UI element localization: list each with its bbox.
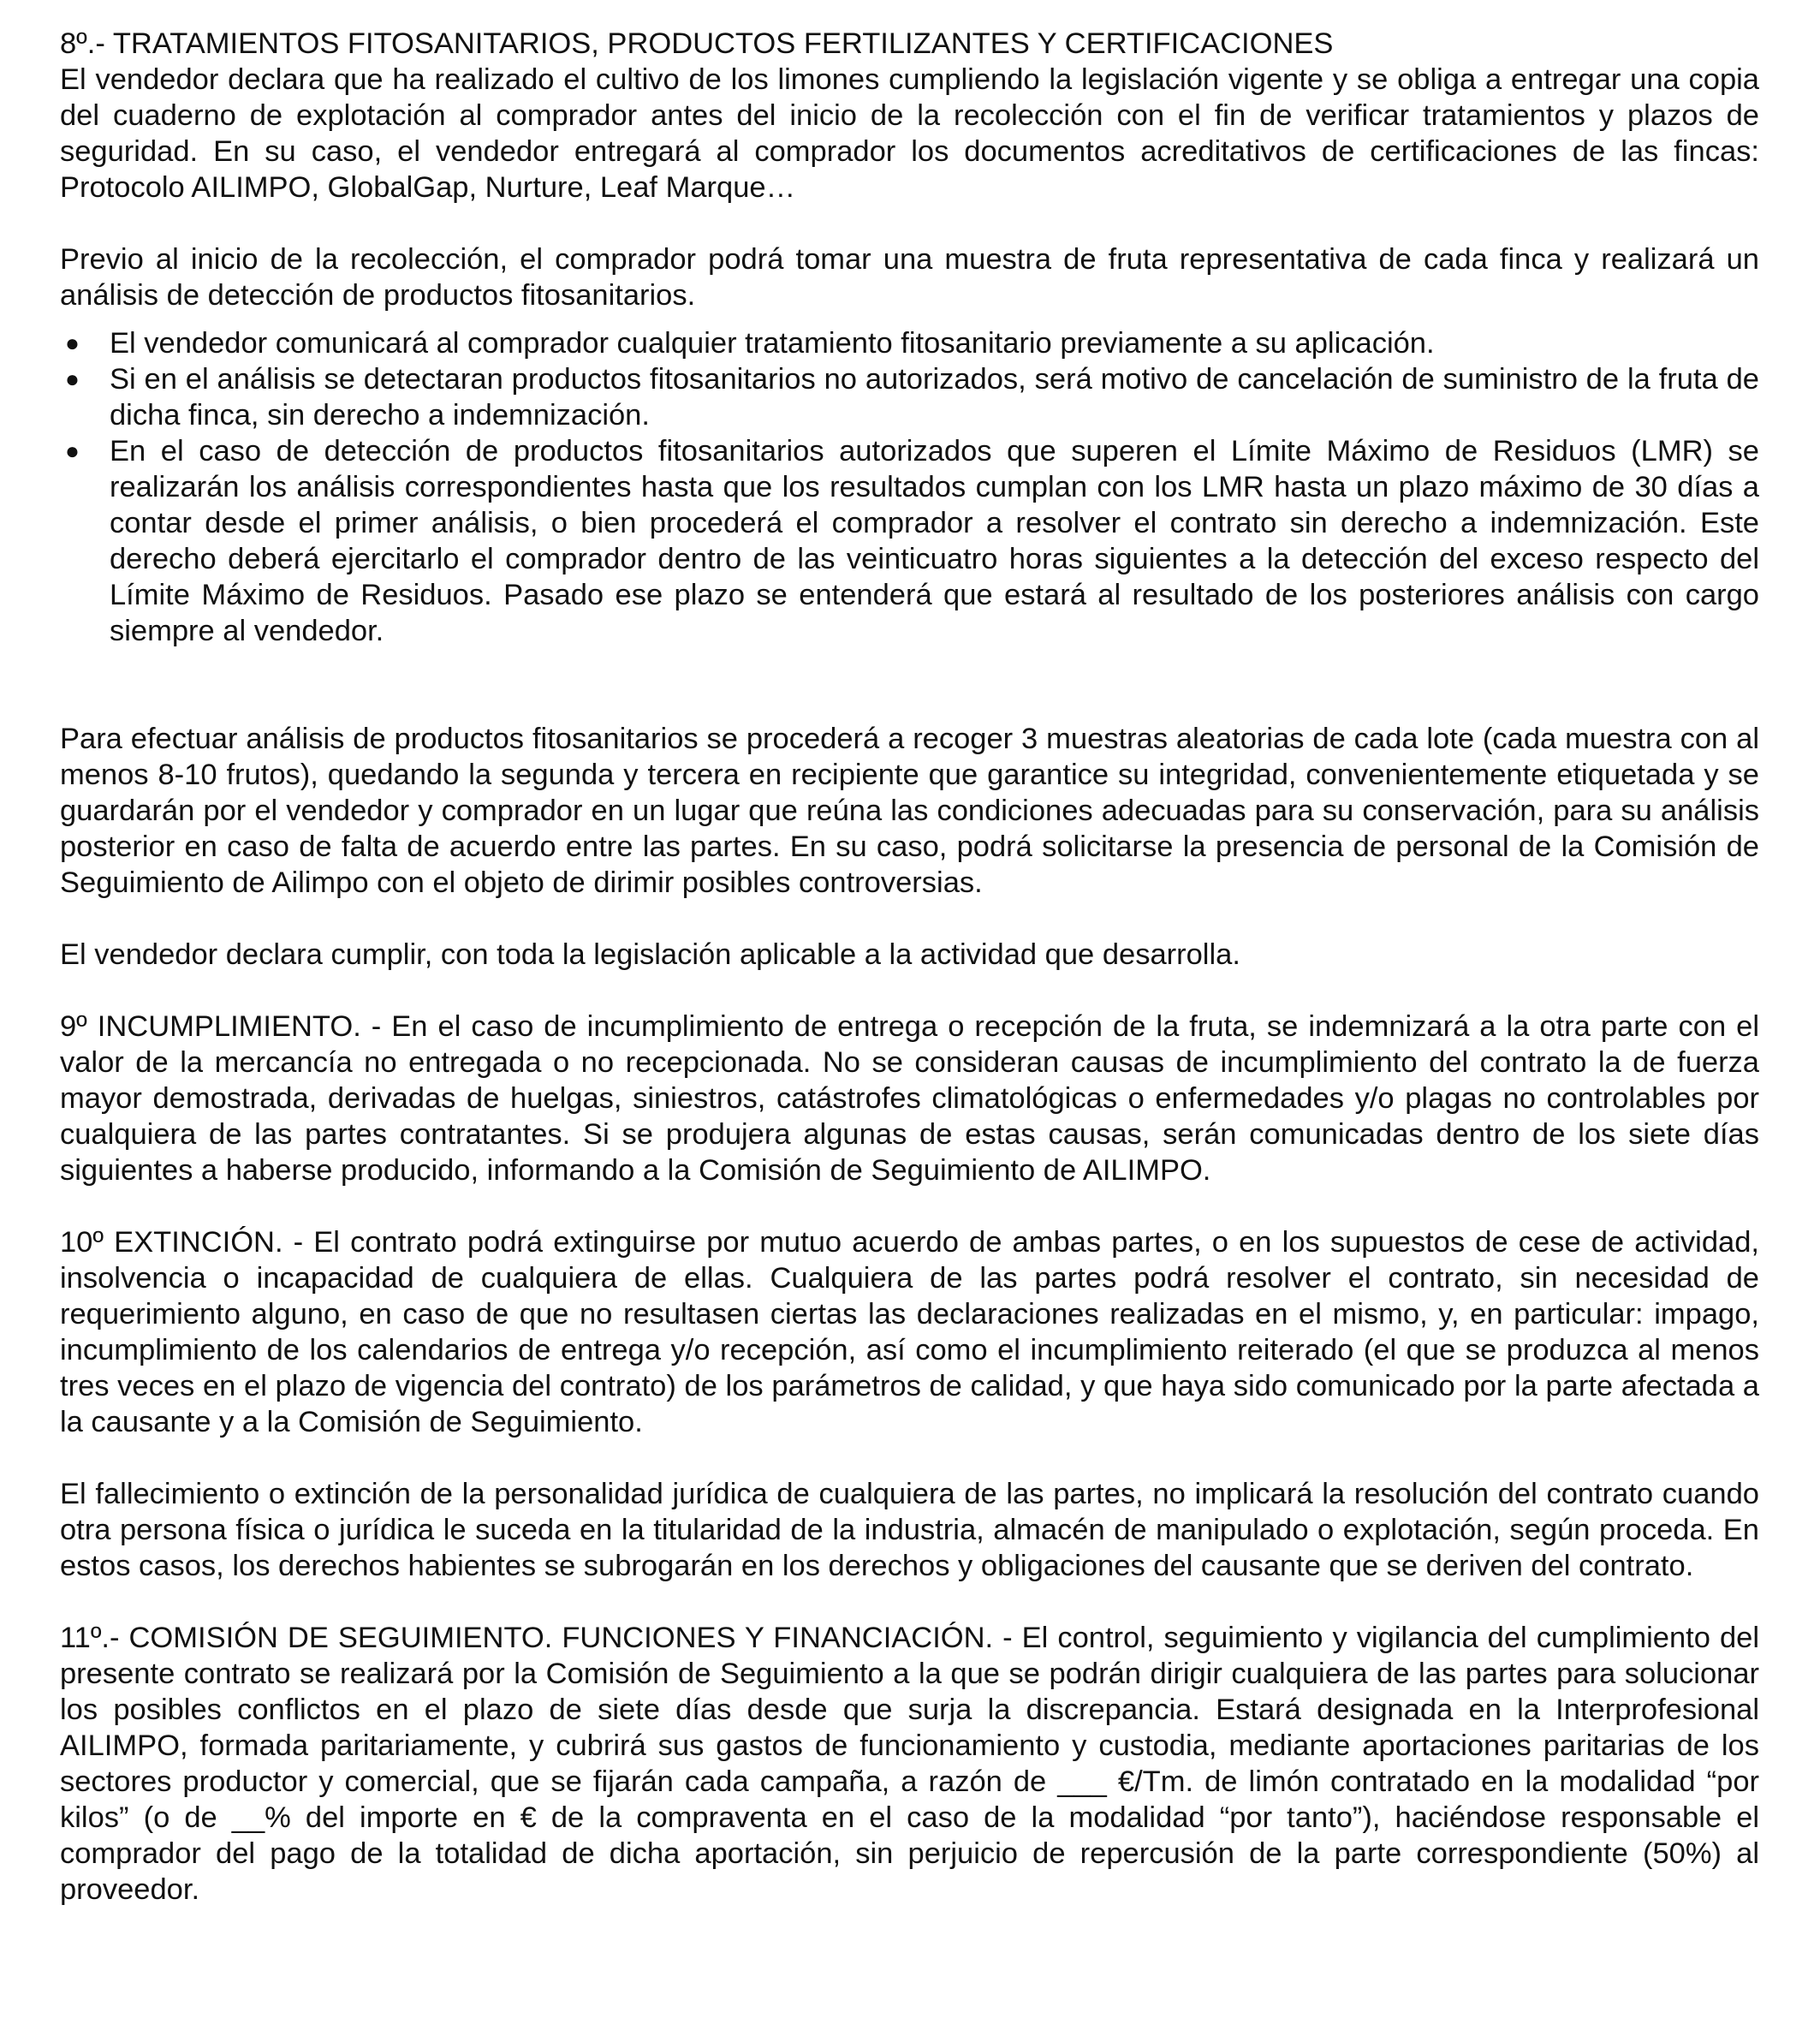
list-item [60, 325, 1759, 361]
section-8-paragraph-3: Para efectuar análisis de productos fitosanitarios se procederá a recoger 3 muestras aleatorias de cada lote (cada muestra con al menos 8-10 frutos), quedando la segunda y tercera en recipiente que garantice su integridad, convenientemente etiquetada y se guardarán por el vendedor y comprador en un lugar que reúna las condiciones adecuadas para su conservación, para su análisis posterior en caso de falta de acuerdo entre las partes. En su caso, podrá solicitarse la presencia de personal de la Comisión de Seguimiento de Ailimpo con el objeto de dirimir posibles controversias. [60, 723, 1759, 899]
bullet-icon: ● [65, 366, 80, 392]
list-item-text: El vendedor comunicará al comprador cualquier tratamiento fitosanitario previamente a su aplicación. [110, 327, 1435, 360]
list-item-text: En el caso de detección de productos fitosanitarios autorizados que superen el Límite Máximo de Residuos (LMR) se realizarán los análisis correspondientes hasta que los resultados cumplan con los LMR hasta un plazo máximo de 30 días a contar desde el primer análisis, o bien procederá el comprador a resolver el contrato sin derecho a indemnización. Este derecho deberá ejercitarlo el comprador dentro de las veinticuatro horas siguientes a la detección del exceso respecto del Límite Máximo de Residuos. Pasado ese plazo se entenderá que estará al resultado de los posteriores análisis con cargo siempre al vendedor. [110, 435, 1759, 647]
section-10-paragraph-1: 10º EXTINCIÓN. - El contrato podrá extinguirse por mutuo acuerdo de ambas partes, o en los supuestos de cese de actividad, insolvencia o incapacidad de cualquiera de ellas. Cualquiera de las partes podrá resolver el contrato, sin necesidad de requerimiento alguno, en caso de que no resultasen ciertas las declaraciones realizadas en el mismo, y, en particular: impago, incumplimiento de los calendarios de entrega y/o recepción, así como el incumplimiento reiterado (el que se produzca al menos tres veces en el plazo de vigencia del contrato) de los parámetros de calidad, y que haya sido comunicado por la parte afectada a la causante y a la Comisión de Seguimiento. [60, 1226, 1759, 1438]
section-9-paragraph: 9º INCUMPLIMIENTO. - En el caso de incumplimiento de entrega o recepción de la fruta, se indemnizará a la otra parte con el valor de la mercancía no entregada o no recepcionada. No se consideran causas de incumplimiento del contrato la de fuerza mayor demostrada, derivadas de huelgas, siniestros, catástrofes climatológicas o enfermedades y/o plagas no controlables por cualquiera de las partes contratantes. Si se produjera algunas de estas causas, serán comunicadas dentro de los siete días siguientes a haberse producido, informando a la Comisión de Seguimiento de AILIMPO. [60, 1010, 1759, 1187]
spacer [60, 1584, 1759, 1620]
list-item [60, 361, 1759, 433]
list-item [60, 433, 1759, 649]
spacer [60, 901, 1759, 937]
section-10-paragraph-2: El fallecimiento o extinción de la personalidad jurídica de cualquiera de las partes, no implicará la resolución del contrato cuando otra persona física o jurídica le suceda en la titularidad de la industria, almacén de manipulado o explotación, según proceda. En estos casos, los derechos habientes se subrogarán en los derechos y obligaciones del causante que se deriven del contrato. [60, 1478, 1759, 1582]
section-8-paragraph-1: El vendedor declara que ha realizado el cultivo de los limones cumpliendo la legislación vigente y se obliga a entregar una copia del cuaderno de explotación al comprador antes del inicio de la recolección con el fin de verificar tratamientos y plazos de seguridad. En su caso, el vendedor entregará al comprador los documentos acreditativos de certificaciones de las fincas: Protocolo AILIMPO, GlobalGap, Nurture, Leaf Marque… [60, 63, 1759, 204]
spacer [60, 649, 1759, 721]
section-8-paragraph-2: Previo al inicio de la recolección, el comprador podrá tomar una muestra de fruta representativa de cada finca y realizará un análisis de detección de productos fitosanitarios. [60, 243, 1759, 312]
spacer [60, 205, 1759, 241]
bullet-icon: ● [65, 438, 80, 464]
bullet-icon: ● [65, 330, 80, 356]
section-8-heading: 8º.- TRATAMIENTOS FITOSANITARIOS, PRODUCTOS FERTILIZANTES Y CERTIFICACIONES [60, 27, 1334, 60]
section-8-bullet-list [60, 325, 1759, 649]
section-8-paragraph-4: El vendedor declara cumplir, con toda la legislación aplicable a la actividad que desarrolla. [60, 938, 1240, 971]
spacer [60, 1188, 1759, 1224]
list-item-text: Si en el análisis se detectaran productos fitosanitarios no autorizados, será motivo de cancelación de suministro de la fruta de dicha finca, sin derecho a indemnización. [110, 363, 1759, 432]
spacer [60, 313, 1759, 325]
section-11-paragraph: 11º.- COMISIÓN DE SEGUIMIENTO. FUNCIONES Y FINANCIACIÓN. - El control, seguimiento y vigilancia del cumplimiento del presente contrato se realizará por la Comisión de Seguimiento a la que se podrán dirigir cualquiera de las partes para solucionar los posibles conflictos en el plazo de siete días desde que surja la discrepancia. Estará designada en la Interprofesional AILIMPO, formada paritariamente, y cubrirá sus gastos de funcionamiento y custodia, mediante aportaciones paritarias de los sectores productor y comercial, que se fijarán cada campaña, a razón de ___ €/Tm. de limón contratado en la modalidad “por kilos” (o de __% del importe en € de la compraventa en el caso de la modalidad “por tanto”), haciéndose responsable el comprador del pago de la totalidad de dicha aportación, sin perjuicio de repercusión de la parte correspondiente (50%) al proveedor. [60, 1622, 1759, 1906]
document-page [60, 26, 1759, 1908]
spacer [60, 1440, 1759, 1476]
spacer [60, 973, 1759, 1009]
